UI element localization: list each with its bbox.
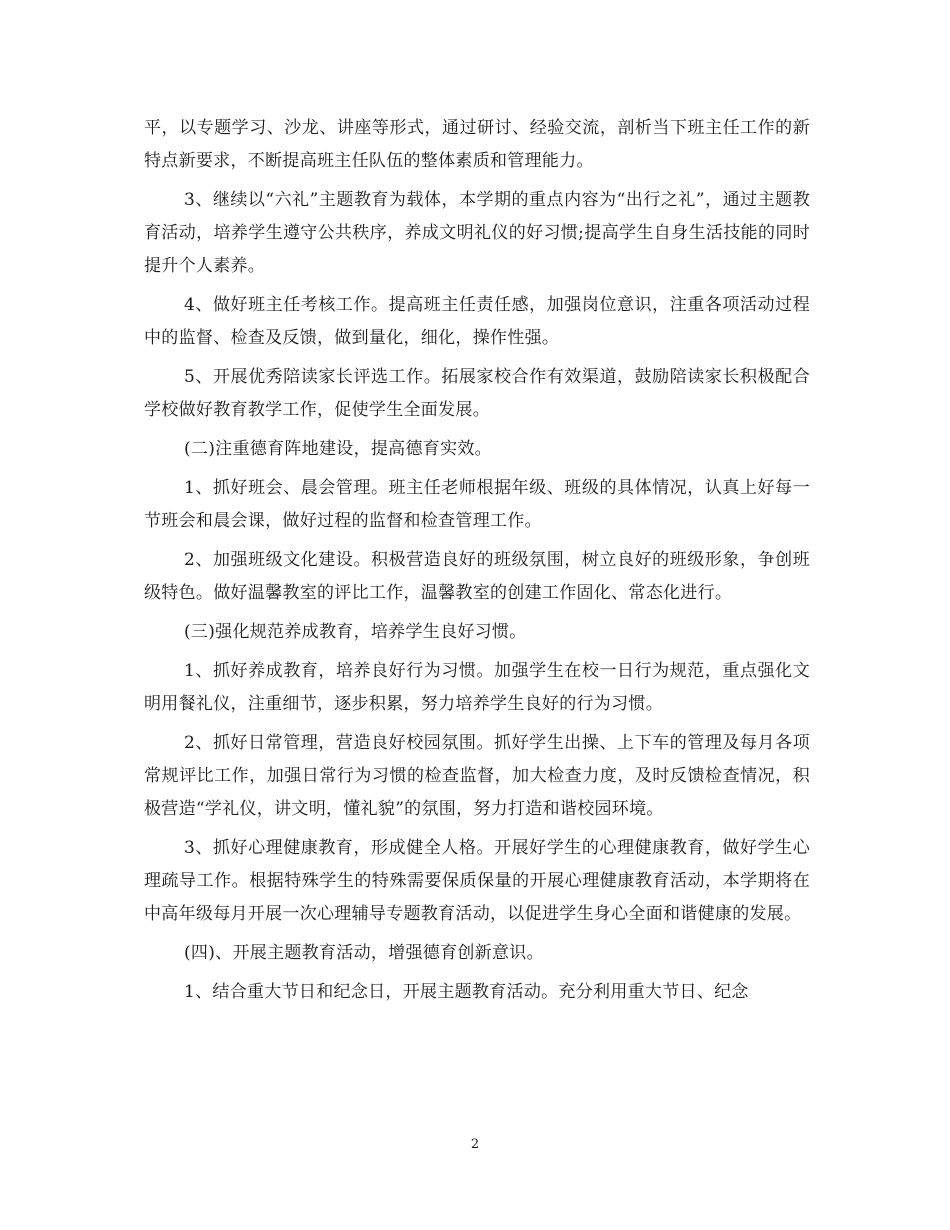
section-heading-2: (二)注重德育阵地建设，提高德育实效。 <box>184 439 492 459</box>
paragraph-item-1: 1、抓好养成教育，培养良好行为习惯。加强学生在校一日行为规范，重点强化文明用餐礼仪，注重细节，逐步积累，努力培养学生良好的行为习惯。 <box>144 661 810 714</box>
paragraph-item-4: 4、做好班主任考核工作。提高班主任责任感，加强岗位意识，注重各项活动过程中的监督、检查及反馈，做到量化，细化，操作性强。 <box>144 295 810 348</box>
paragraph-item-2: 2、加强班级文化建设。积极营造良好的班级氛围，树立良好的班级形象，争创班级特色。做好温馨教室的评比工作，温馨教室的创建工作固化、常态化进行。 <box>144 550 810 603</box>
paragraph-item-5: 5、开展优秀陪读家长评选工作。拓展家校合作有效渠道，鼓励陪读家长积极配合学校做好教育教学工作，促使学生全面发展。 <box>144 367 810 420</box>
paragraph-item-2: 2、抓好日常管理，营造良好校园氛围。抓好学生出操、上下车的管理及每月各项常规评比工作，加强日常行为习惯的检查监督，加大检查力度，及时反馈检查情况，积极营造“学礼仪，讲文明，懂礼貌”的氛围，努力打造和谐校园环境。 <box>144 733 810 819</box>
paragraph-item-3: 3、抓好心理健康教育，形成健全人格。开展好学生的心理健康教育，做好学生心理疏导工作。根据特殊学生的特殊需要保质保量的开展心理健康教育活动，本学期将在中高年级每月开展一次心理辅导专题教育活动，以促进学生身心全面和谐健康的发展。 <box>144 838 810 924</box>
section-heading-3: (三)强化规范养成教育，培养学生良好习惯。 <box>184 622 527 642</box>
paragraph-item-1: 1、抓好班会、晨会管理。班主任老师根据年级、班级的具体情况，认真上好每一节班会和晨会课，做好过程的监督和检查管理工作。 <box>144 478 810 531</box>
paragraph-item-3: 3、继续以“六礼”主题教育为载体，本学期的重点内容为“出行之礼”，通过主题教育活动，培养学生遵守公共秩序，养成文明礼仪的好习惯;提高学生自身生活技能的同时提升个人素养。 <box>144 190 810 276</box>
paragraph-continuation: 平，以专题学习、沙龙、讲座等形式，通过研讨、经验交流，剖析当下班主任工作的新特点新要求，不断提高班主任队伍的整体素质和管理能力。 <box>144 118 810 171</box>
document-body <box>144 112 810 1015</box>
section-heading-4: (四)、开展主题教育活动，增强德育创新意识。 <box>184 943 544 963</box>
paragraph-item-1: 1、结合重大节日和纪念日，开展主题教育活动。充分利用重大节日、纪念 <box>184 982 749 1002</box>
page-number: 2 <box>470 1137 480 1152</box>
